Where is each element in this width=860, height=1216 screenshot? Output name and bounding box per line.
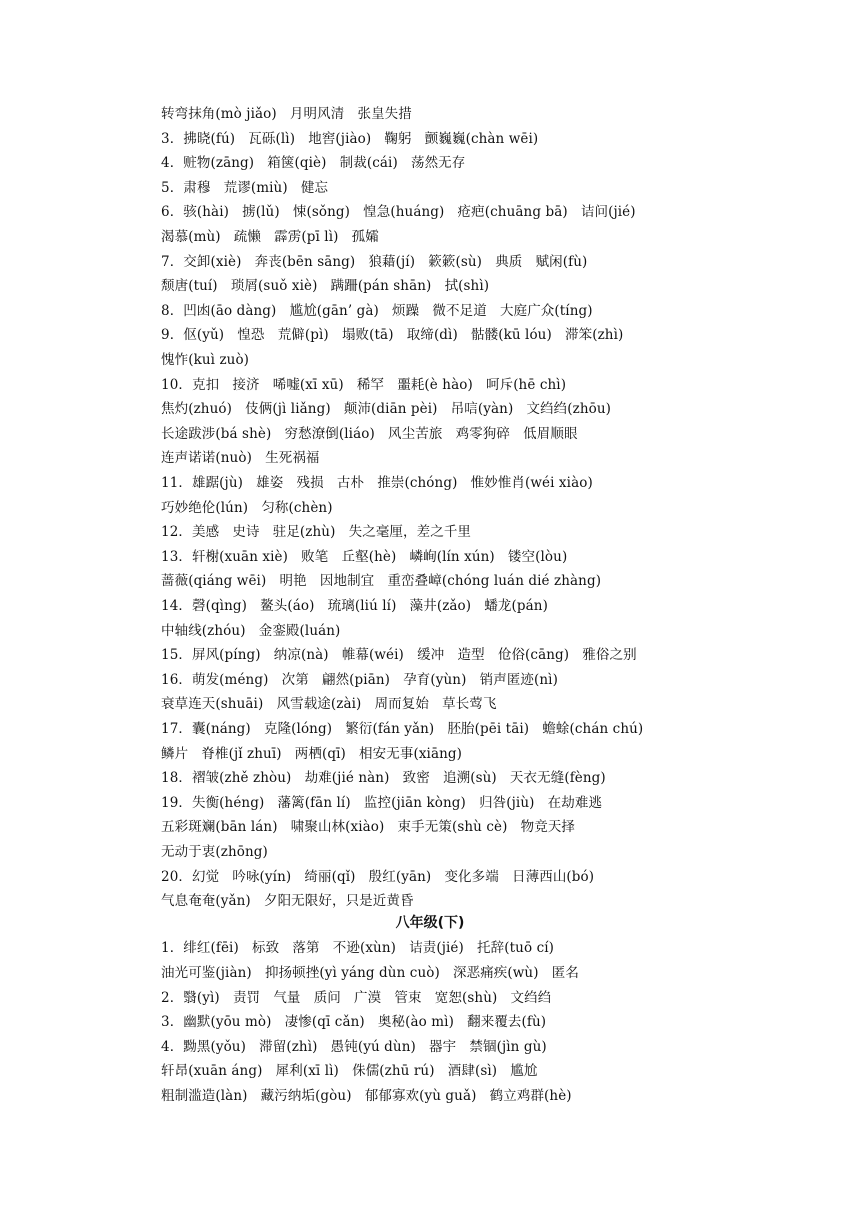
text-line: 颓唐(tuí) 琐屑(suǒ xiè) 蹒跚(pán shān) 拭(shì) — [161, 278, 490, 295]
text-line: 11．雄踞(jù) 雄姿 残损 古朴 推崇(chóng) 惟妙惟肖(wéi xiào) — [161, 475, 593, 491]
text-line: 中轴线(zhóu) 金銮殿(luán) — [161, 622, 341, 639]
text-line: 17．囊(náng) 克隆(lóng) 繁衍(fán yǎn) 胚胎(pēi tāi) 蟾蜍(chán chú) — [161, 721, 644, 737]
text-line: 14．磬(qìng) 鳌头(áo) 琉璃(liú lí) 藻井(zǎo) 蟠龙(pán) — [161, 598, 548, 614]
text-line: 愧怍(kuì zuò) — [161, 352, 250, 368]
text-line: 8．凹凼(āo dàng) 尴尬(gān’ gà) 烦躁 微不足道 大庭广众(tíng) — [161, 302, 593, 319]
text-line: 3．拂晓(fú) 瓦砾(lì) 地窖(jiào) 鞠躬 颤巍巍(chàn wēi) — [161, 130, 539, 147]
text-line: 16．萌发(méng) 次第 翩然(piān) 孕育(yùn) 销声匿迹(nì) — [161, 671, 558, 688]
text-line: 长途跋涉(bá shè) 穷愁潦倒(liáo) 风尘苦旅 鸡零狗碎 低眉顺眼 — [161, 425, 578, 442]
text-line: 18．褶皱(zhě zhòu) 劫难(jié nàn) 致密 追溯(sù) 天衣无缝(fèng) — [161, 770, 606, 787]
text-line: 巧妙绝伦(lún) 匀称(chèn) — [161, 499, 333, 516]
text-line: 4．黝黑(yǒu) 滞留(zhì) 愚钝(yú dùn) 器宇 禁锢(jìn gù) — [161, 1038, 547, 1055]
section-heading: 八年级(下) — [395, 914, 465, 931]
text-line: 气息奄奄(yǎn) 夕阳无限好，只是近黄昏 — [161, 893, 414, 910]
text-line: 油光可鉴(jiàn) 抑扬顿挫(yì yáng dùn cuò) 深恶痛疾(wù) 匿名 — [161, 964, 579, 981]
text-line: 19．失衡(héng) 藩篱(fān lí) 监控(jiān kòng) 归咎(jiù) 在劫难逃 — [161, 794, 603, 811]
text-line: 连声诺诺(nuò) 生死祸福 — [161, 450, 320, 467]
text-line: 五彩斑斓(bān lán) 啸聚山林(xiào) 束手无策(shù cè) 物竞天择 — [161, 819, 576, 836]
text-line: 4．赃物(zāng) 箱箧(qiè) 制裁(cái) 荡然无存 — [161, 155, 466, 172]
text-line: 无动于衷(zhōng) — [161, 844, 268, 860]
text-line: 衰草连天(shuāi) 风雪载途(zài) 周而复始 草长莺飞 — [161, 696, 497, 713]
text-line: 12．美感 史诗 驻足(zhù) 失之毫厘，差之千里 — [161, 524, 472, 541]
text-line: 2．翳(yì) 责罚 气量 质问 广漠 管束 宽恕(shù) 文绉绉 — [161, 989, 552, 1006]
text-line: 蔷薇(qiáng wēi) 明艳 因地制宜 重峦叠嶂(chóng luán dié zhàng) — [161, 573, 602, 590]
text-line: 5．肃穆 荒谬(miù) 健忘 — [161, 179, 329, 196]
text-line: 1．绯红(fēi) 标致 落第 不逊(xùn) 诘责(jié) 托辞(tuō cí) — [161, 940, 555, 957]
text-line: 20．幻觉 吟咏(yín) 绮丽(qǐ) 殷红(yān) 变化多端 日薄西山(bó) — [161, 868, 595, 885]
text-line: 渴慕(mù) 疏懒 霹雳(pī lì) 孤孀 — [161, 229, 379, 245]
text-line: 鳞片 脊椎(jǐ zhuī) 两栖(qī) 相安无事(xiāng) — [161, 745, 463, 762]
text-line: 焦灼(zhuó) 伎俩(jì liǎng) 颠沛(diān pèi) 吊唁(yàn) 文绉绉(zhōu) — [161, 401, 612, 418]
text-line: 10．克扣 接济 唏嘘(xī xū) 稀罕 噩耗(è hào) 呵斥(hē chì) — [161, 376, 567, 393]
text-line: 3．幽默(yōu mò) 凄惨(qī cǎn) 奥秘(ào mì) 翻来覆去(fù) — [161, 1014, 547, 1031]
text-line: 轩昂(xuān áng) 犀利(xī lì) 侏儒(zhū rú) 酒肆(sì) 尴尬 — [161, 1063, 538, 1080]
text-line: 15．屏风(píng) 纳凉(nà) 帷幕(wéi) 缓冲 造型 伧俗(cāng) 雅俗之别 — [161, 647, 637, 664]
text-line: 13．轩榭(xuān xiè) 败笔 丘壑(hè) 嶙峋(lín xún) 镂空(lòu) — [161, 548, 568, 565]
text-line: 粗制滥造(làn) 藏污纳垢(gòu) 郁郁寡欢(yù guǎ) 鹤立鸡群(hè) — [161, 1087, 572, 1104]
text-line: 9．伛(yǔ) 惶恐 荒僻(pì) 塌败(tā) 取缔(dì) 骷髅(kū lóu) 滞笨(zhì) — [161, 327, 624, 344]
text-line: 转弯抹角(mò jiǎo) 月明风清 张皇失措 — [161, 106, 412, 122]
text-line: 7．交卸(xiè) 奔丧(bēn sāng) 狼藉(jí) 簌簌(sù) 典质 赋闲(fù) — [161, 253, 588, 270]
text-line: 6．骇(hài) 掳(lǔ) 悚(sǒng) 惶急(huáng) 疮疤(chuāng bā) 诘问(jié) — [161, 204, 636, 221]
